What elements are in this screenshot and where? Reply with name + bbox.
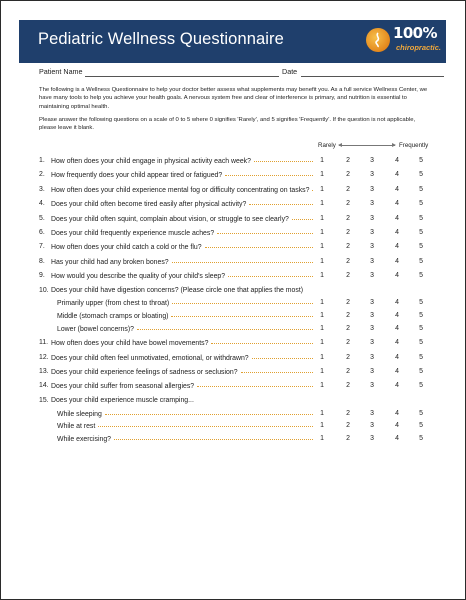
- question-text-wrap: [51, 368, 316, 376]
- rating-option[interactable]: 3: [370, 312, 374, 320]
- sub-question-text: Primarily upper (from chest to throat): [57, 300, 170, 308]
- rating-option[interactable]: 5: [419, 353, 423, 361]
- rating-option[interactable]: 5: [419, 299, 423, 307]
- rating-option[interactable]: 3: [370, 157, 374, 164]
- rating-option[interactable]: 2: [346, 185, 350, 193]
- rating-option[interactable]: 1: [320, 157, 324, 164]
- rating-option[interactable]: 2: [346, 312, 350, 320]
- question-row: [39, 339, 431, 352]
- question-text: Has your child had any broken bones?: [51, 258, 169, 266]
- question-row: [39, 354, 431, 367]
- rating-option[interactable]: 4: [395, 185, 399, 193]
- question-number: 9.: [39, 272, 45, 280]
- question-row: [39, 258, 431, 271]
- sub-question-text: Lower (bowel concerns)?: [57, 325, 134, 333]
- rating-option[interactable]: 5: [419, 382, 423, 390]
- leader-dots: [98, 421, 313, 427]
- question-number: 2.: [39, 171, 45, 179]
- question-number: 10.: [39, 286, 49, 294]
- rating-option[interactable]: 4: [395, 243, 399, 251]
- question-text: Does your child often feel unmotivated, emotional, or withdrawn?: [51, 354, 249, 362]
- rating-option[interactable]: 3: [370, 353, 374, 361]
- rating-option[interactable]: 4: [395, 339, 399, 347]
- question-text-wrap: [51, 339, 316, 347]
- rating-option[interactable]: 5: [419, 171, 423, 179]
- question-text-wrap: [51, 258, 316, 266]
- leader-dots: [211, 338, 313, 344]
- question-text: How would you describe the quality of your child's sleep?: [51, 273, 226, 281]
- question-number: 7.: [39, 243, 45, 251]
- rating-option[interactable]: 1: [320, 257, 324, 265]
- rating-option[interactable]: 3: [370, 324, 374, 332]
- spine-logo-icon: [366, 28, 390, 52]
- rating-option[interactable]: 1: [320, 353, 324, 361]
- question-row: [39, 186, 431, 199]
- question-text-wrap: [51, 382, 316, 390]
- rating-option[interactable]: 1: [320, 299, 324, 307]
- question-text: How often does your child experience mental fog or difficulty concentrating on tasks?: [51, 186, 310, 194]
- rating-option[interactable]: 4: [395, 409, 399, 417]
- rating-option[interactable]: 4: [395, 272, 399, 280]
- leader-dots: [252, 353, 313, 359]
- rating-option[interactable]: 5: [419, 339, 423, 347]
- rating-option[interactable]: 1: [320, 409, 324, 417]
- question-text-wrap: [51, 200, 316, 208]
- leader-dots: [105, 409, 313, 415]
- logo-number: 100%: [393, 24, 437, 42]
- rating-option[interactable]: 1: [320, 422, 324, 430]
- rating-option[interactable]: 5: [419, 214, 423, 222]
- question-text: Does your child experience muscle cramping...: [51, 396, 194, 404]
- rating-option[interactable]: 3: [370, 171, 374, 179]
- rating-option[interactable]: 3: [370, 409, 374, 417]
- intro-paragraph: The following is a Wellness Questionnaire to help your doctor better assess what supplements may benefit you. As a full service Wellness Center, we have many tools to help you achieve your health goals. A nervous system free and clear of interference is primary, and nutrition is essential to maintaining optimal health.: [39, 87, 428, 110]
- question-number: 4.: [39, 200, 45, 208]
- question-text: Does your child suffer from seasonal allergies?: [51, 383, 195, 391]
- rating-option[interactable]: 5: [419, 272, 423, 280]
- rating-option[interactable]: 4: [395, 171, 399, 179]
- rating-option[interactable]: 2: [346, 228, 350, 236]
- title-banner: [19, 20, 446, 63]
- question-row: [39, 157, 431, 170]
- brand-logo: [366, 24, 442, 56]
- question-text: How often does your child catch a cold or the flu?: [51, 244, 202, 252]
- rating-option[interactable]: 5: [419, 185, 423, 193]
- rating-option[interactable]: 2: [346, 422, 350, 430]
- question-text: Does your child experience feelings of sadness or seclusion?: [51, 369, 238, 377]
- question-row: [39, 243, 431, 256]
- question-text-wrap: [51, 215, 316, 223]
- rating-option[interactable]: 3: [370, 422, 374, 430]
- rating-option[interactable]: 1: [320, 435, 324, 443]
- leader-dots: [225, 170, 313, 176]
- rating-option[interactable]: 5: [419, 157, 423, 164]
- question-row: [39, 229, 431, 242]
- sub-question-wrap: [57, 312, 316, 320]
- rating-option[interactable]: 3: [370, 299, 374, 307]
- rating-option[interactable]: 1: [320, 185, 324, 193]
- question-number: 13.: [39, 368, 49, 376]
- rating-option[interactable]: 2: [346, 200, 350, 208]
- rating-option[interactable]: 4: [395, 422, 399, 430]
- rating-option[interactable]: 1: [320, 382, 324, 390]
- rating-option[interactable]: 1: [320, 214, 324, 222]
- question-row: [39, 382, 431, 395]
- rating-option[interactable]: 4: [395, 312, 399, 320]
- rating-option[interactable]: 2: [346, 435, 350, 443]
- question-text: Does your child often squint, complain about vision, or struggle to see clearly?: [51, 215, 289, 223]
- question-list: [39, 157, 431, 448]
- leader-dots: [172, 257, 313, 263]
- question-number: 8.: [39, 257, 45, 265]
- question-text: How often does your child have bowel movements?: [51, 340, 209, 348]
- leader-dots: [171, 311, 313, 317]
- sub-question-wrap: [57, 325, 316, 333]
- leader-dots: [205, 242, 313, 248]
- rating-option[interactable]: 1: [320, 339, 324, 347]
- question-text-wrap: [51, 272, 316, 280]
- rating-option[interactable]: 2: [346, 353, 350, 361]
- rating-option[interactable]: 1: [320, 324, 324, 332]
- rating-option[interactable]: 5: [419, 422, 423, 430]
- sub-question-text: Middle (stomach cramps or bloating): [57, 313, 169, 321]
- rating-option[interactable]: 2: [346, 157, 350, 164]
- question-text-wrap: [51, 186, 316, 194]
- rating-option[interactable]: 5: [419, 368, 423, 376]
- rating-option[interactable]: 4: [395, 382, 399, 390]
- rating-option[interactable]: 2: [346, 171, 350, 179]
- rating-option[interactable]: 2: [346, 382, 350, 390]
- question-text-wrap: [51, 229, 316, 237]
- question-text-wrap: [51, 287, 421, 294]
- question-row: [39, 215, 431, 228]
- sub-question-text: While exercising?: [57, 436, 111, 444]
- rating-option[interactable]: 5: [419, 312, 423, 320]
- rating-option[interactable]: 4: [395, 368, 399, 376]
- leader-dots: [197, 381, 313, 387]
- rating-option[interactable]: 1: [320, 272, 324, 280]
- rating-option[interactable]: 4: [395, 157, 399, 164]
- rating-option[interactable]: 3: [370, 214, 374, 222]
- question-number: 14.: [39, 382, 49, 390]
- rating-option[interactable]: 1: [320, 312, 324, 320]
- question-text: How frequently does your child appear tired or fatigued?: [51, 172, 223, 180]
- question-text: Does your child have digestion concerns? (Please circle one that applies the most): [51, 286, 304, 294]
- rating-option[interactable]: 4: [395, 324, 399, 332]
- rating-option[interactable]: 3: [370, 435, 374, 443]
- scale-arrow: [339, 145, 395, 146]
- rating-option[interactable]: 2: [346, 409, 350, 417]
- rating-option[interactable]: 2: [346, 272, 350, 280]
- leader-dots: [249, 199, 313, 205]
- question-row: [39, 200, 431, 213]
- leader-dots: [292, 214, 313, 220]
- sub-question-wrap: [57, 410, 316, 418]
- patient-name-field[interactable]: [85, 76, 279, 77]
- rating-option[interactable]: 3: [370, 243, 374, 251]
- rating-option[interactable]: 1: [320, 368, 324, 376]
- rating-option[interactable]: 3: [370, 200, 374, 208]
- rating-option[interactable]: 2: [346, 299, 350, 307]
- rating-option[interactable]: 3: [370, 368, 374, 376]
- leader-dots: [172, 298, 313, 304]
- rating-option[interactable]: 5: [419, 228, 423, 236]
- question-number: 11.: [39, 339, 49, 347]
- leader-dots: [217, 228, 313, 234]
- sub-question-row: [39, 325, 431, 338]
- rating-option[interactable]: 2: [346, 368, 350, 376]
- leader-dots: [228, 271, 313, 277]
- scale-low-label: Rarely: [318, 142, 336, 149]
- instructions: [39, 86, 431, 137]
- rating-option[interactable]: 4: [395, 353, 399, 361]
- rating-option[interactable]: 4: [395, 200, 399, 208]
- rating-option[interactable]: 4: [395, 257, 399, 265]
- rating-option[interactable]: 4: [395, 214, 399, 222]
- question-text: How often does your child engage in physical activity each week?: [51, 158, 251, 165]
- rating-option[interactable]: 1: [320, 243, 324, 251]
- leader-dots: [254, 156, 313, 162]
- leader-dots: [137, 324, 313, 330]
- rating-option[interactable]: 3: [370, 272, 374, 280]
- question-text-wrap: [51, 243, 316, 251]
- question-text: Does your child often become tired easily after physical activity?: [51, 201, 247, 209]
- question-number: 5.: [39, 214, 45, 222]
- date-label: Date: [282, 67, 298, 76]
- question-number: 15.: [39, 396, 49, 404]
- rating-option[interactable]: 3: [370, 257, 374, 265]
- sub-question-wrap: [57, 422, 316, 430]
- question-number: 12.: [39, 353, 49, 361]
- question-row: [39, 368, 431, 381]
- rating-option[interactable]: 2: [346, 339, 350, 347]
- question-text-wrap: [51, 397, 421, 404]
- rating-option[interactable]: 5: [419, 257, 423, 265]
- question-text-wrap: [51, 171, 316, 179]
- rating-option[interactable]: 1: [320, 171, 324, 179]
- sub-question-row: [39, 435, 431, 448]
- sub-question-wrap: [57, 435, 316, 443]
- rating-option[interactable]: 2: [346, 243, 350, 251]
- leader-dots: [312, 185, 313, 191]
- scale-instructions: Please answer the following questions on a scale of 0 to 5 where 0 signifies 'Rarely', and 5 signifies 'Frequently'. If the question is not applicable, please leave it blank.: [39, 116, 416, 132]
- rating-option[interactable]: 3: [370, 339, 374, 347]
- rating-option[interactable]: 5: [419, 243, 423, 251]
- sub-question-text: While sleeping: [57, 410, 102, 418]
- question-row: [39, 171, 431, 184]
- question-text-wrap: [51, 354, 316, 362]
- question-number: 1.: [39, 157, 45, 164]
- question-text: Does your child frequently experience muscle aches?: [51, 229, 215, 237]
- rating-option[interactable]: 3: [370, 382, 374, 390]
- sub-question-text: While at rest: [57, 423, 96, 431]
- rating-option[interactable]: 5: [419, 324, 423, 332]
- rating-option[interactable]: 2: [346, 324, 350, 332]
- rating-option[interactable]: 5: [419, 200, 423, 208]
- rating-option[interactable]: 3: [370, 228, 374, 236]
- patient-name-label: Patient Name: [39, 67, 83, 76]
- patient-info-row: [39, 67, 444, 81]
- question-number: 3.: [39, 185, 45, 193]
- logo-subtitle: chiropractic.: [396, 43, 442, 52]
- rating-option[interactable]: 4: [395, 435, 399, 443]
- rating-option[interactable]: 3: [370, 185, 374, 193]
- scale-high-label: Frequently: [399, 142, 429, 149]
- sub-question-wrap: [57, 299, 316, 307]
- leader-dots: [241, 367, 313, 373]
- rating-option[interactable]: 5: [419, 409, 423, 417]
- question-row: [39, 272, 431, 285]
- question-number: 6.: [39, 228, 45, 236]
- rating-option[interactable]: 4: [395, 228, 399, 236]
- question-text-wrap: [51, 157, 316, 165]
- rating-option[interactable]: 2: [346, 257, 350, 265]
- rating-option[interactable]: 5: [419, 435, 423, 443]
- date-field[interactable]: [301, 76, 444, 77]
- page-title: Pediatric Wellness Questionnaire: [38, 30, 284, 48]
- rating-option[interactable]: 4: [395, 299, 399, 307]
- rating-option[interactable]: 1: [320, 200, 324, 208]
- rating-option[interactable]: 1: [320, 228, 324, 236]
- leader-dots: [114, 434, 313, 440]
- rating-option[interactable]: 2: [346, 214, 350, 222]
